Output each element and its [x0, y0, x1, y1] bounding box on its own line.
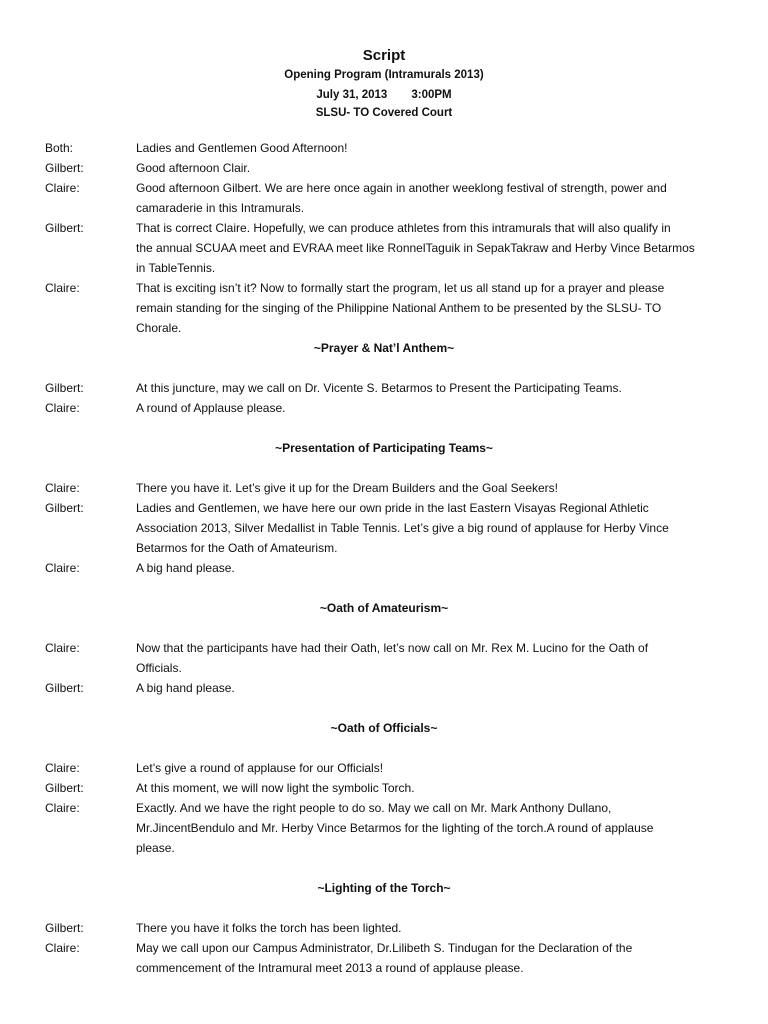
script-entry	[0, 678, 768, 698]
dialogue-line: please.	[136, 841, 175, 855]
section-heading: ~Oath of Officials~	[330, 721, 438, 735]
speaker-label: Claire:	[45, 181, 80, 195]
script-entry	[0, 638, 768, 678]
section-heading: ~Lighting of the Torch~	[317, 881, 451, 895]
speaker-label: Gilbert:	[45, 921, 84, 935]
script-entry	[0, 798, 768, 858]
script-entry	[0, 478, 768, 498]
script-entry	[0, 758, 768, 778]
speaker-label: Claire:	[45, 941, 80, 955]
speaker-label: Claire:	[45, 481, 80, 495]
dialogue-line: That is correct Claire. Hopefully, we can produce athletes from this intramurals that will also qualify in	[136, 221, 671, 235]
section-heading: ~Prayer & Nat’l Anthem~	[313, 341, 455, 355]
dialogue-line: remain standing for the singing of the Philippine National Anthem to be presented by the SLSU- TO	[136, 301, 662, 315]
dialogue-line: Mr.JincentBendulo and Mr. Herby Vince Betarmos for the lighting of the torch.A round of applause	[136, 821, 654, 835]
dialogue-line: the annual SCUAA meet and EVRAA meet like RonnelTaguik in SepakTakraw and Herby Vince Betarmos	[136, 241, 695, 255]
dialogue-line: A round of Applause please.	[136, 401, 286, 415]
speaker-label: Gilbert:	[45, 221, 84, 235]
speaker-label: Claire:	[45, 561, 80, 575]
dialogue-line: A big hand please.	[136, 561, 235, 575]
speaker-label: Gilbert:	[45, 681, 84, 695]
dialogue-line: At this juncture, may we call on Dr. Vicente S. Betarmos to Present the Participating Teams.	[136, 381, 622, 395]
document-title: Script	[362, 47, 406, 64]
script-entry	[0, 398, 768, 418]
dialogue-line: Association 2013, Silver Medallist in Table Tennis. Let’s give a big round of applause for Herby Vince	[136, 521, 669, 535]
speaker-label: Gilbert:	[45, 501, 84, 515]
dialogue-line: Let’s give a round of applause for our Officials!	[136, 761, 384, 775]
speaker-label: Gilbert:	[45, 781, 84, 795]
event-time: 3:00PM	[411, 89, 452, 101]
script-entry	[0, 158, 768, 178]
speaker-label: Claire:	[45, 401, 80, 415]
date-time-line	[0, 88, 768, 102]
section-heading: ~Oath of Amateurism~	[319, 601, 449, 615]
event-date: July 31, 2013	[316, 89, 388, 101]
script-entry	[0, 218, 768, 278]
dialogue-line: There you have it. Let’s give it up for the Dream Builders and the Goal Seekers!	[136, 481, 559, 495]
script-entry	[0, 778, 768, 798]
dialogue-line: At this moment, we will now light the symbolic Torch.	[136, 781, 415, 795]
script-entry	[0, 918, 768, 938]
section-heading: ~Presentation of Participating Teams~	[275, 441, 493, 455]
speaker-label: Claire:	[45, 281, 80, 295]
dialogue-line: Ladies and Gentlemen Good Afternoon!	[136, 141, 348, 155]
speaker-label: Both:	[45, 141, 74, 155]
dialogue-line: Exactly. And we have the right people to do so. May we call on Mr. Mark Anthony Dullano,	[136, 801, 612, 815]
script-entry	[0, 498, 768, 558]
document-subtitle: Opening Program (Intramurals 2013)	[284, 69, 484, 81]
dialogue-line: Ladies and Gentlemen, we have here our own pride in the last Eastern Visayas Regional Athletic	[136, 501, 649, 515]
script-entry	[0, 938, 768, 978]
script-entry	[0, 138, 768, 158]
dialogue-line: There you have it folks the torch has been lighted.	[136, 921, 402, 935]
script-entry	[0, 278, 768, 338]
dialogue-line: in TableTennis.	[136, 261, 216, 275]
speaker-label: Claire:	[45, 761, 80, 775]
script-entry	[0, 558, 768, 578]
speaker-label: Claire:	[45, 801, 80, 815]
speaker-label: Claire:	[45, 641, 80, 655]
speaker-label: Gilbert:	[45, 161, 84, 175]
dialogue-line: Officials.	[136, 661, 182, 675]
dialogue-line: Now that the participants have had their Oath, let’s now call on Mr. Rex M. Lucino for the Oath of	[136, 641, 649, 655]
script-entry	[0, 178, 768, 218]
dialogue-line: That is exciting isn’t it? Now to formally start the program, let us all stand up for a prayer and please	[136, 281, 665, 295]
speaker-label: Gilbert:	[45, 381, 84, 395]
dialogue-line: A big hand please.	[136, 681, 235, 695]
dialogue-line: commencement of the Intramural meet 2013 a round of applause please.	[136, 961, 524, 975]
dialogue-line: May we call upon our Campus Administrator, Dr.Lilibeth S. Tindugan for the Declaration of the	[136, 941, 633, 955]
dialogue-line: Betarmos for the Oath of Amateurism.	[136, 541, 338, 555]
dialogue-line: camaraderie in this Intramurals.	[136, 201, 305, 215]
script-entry	[0, 378, 768, 398]
dialogue-line: Good afternoon Gilbert. We are here once again in another weeklong festival of strength, power and	[136, 181, 667, 195]
dialogue-line: Good afternoon Clair.	[136, 161, 251, 175]
event-venue: SLSU- TO Covered Court	[315, 107, 453, 119]
dialogue-line: Chorale.	[136, 321, 182, 335]
